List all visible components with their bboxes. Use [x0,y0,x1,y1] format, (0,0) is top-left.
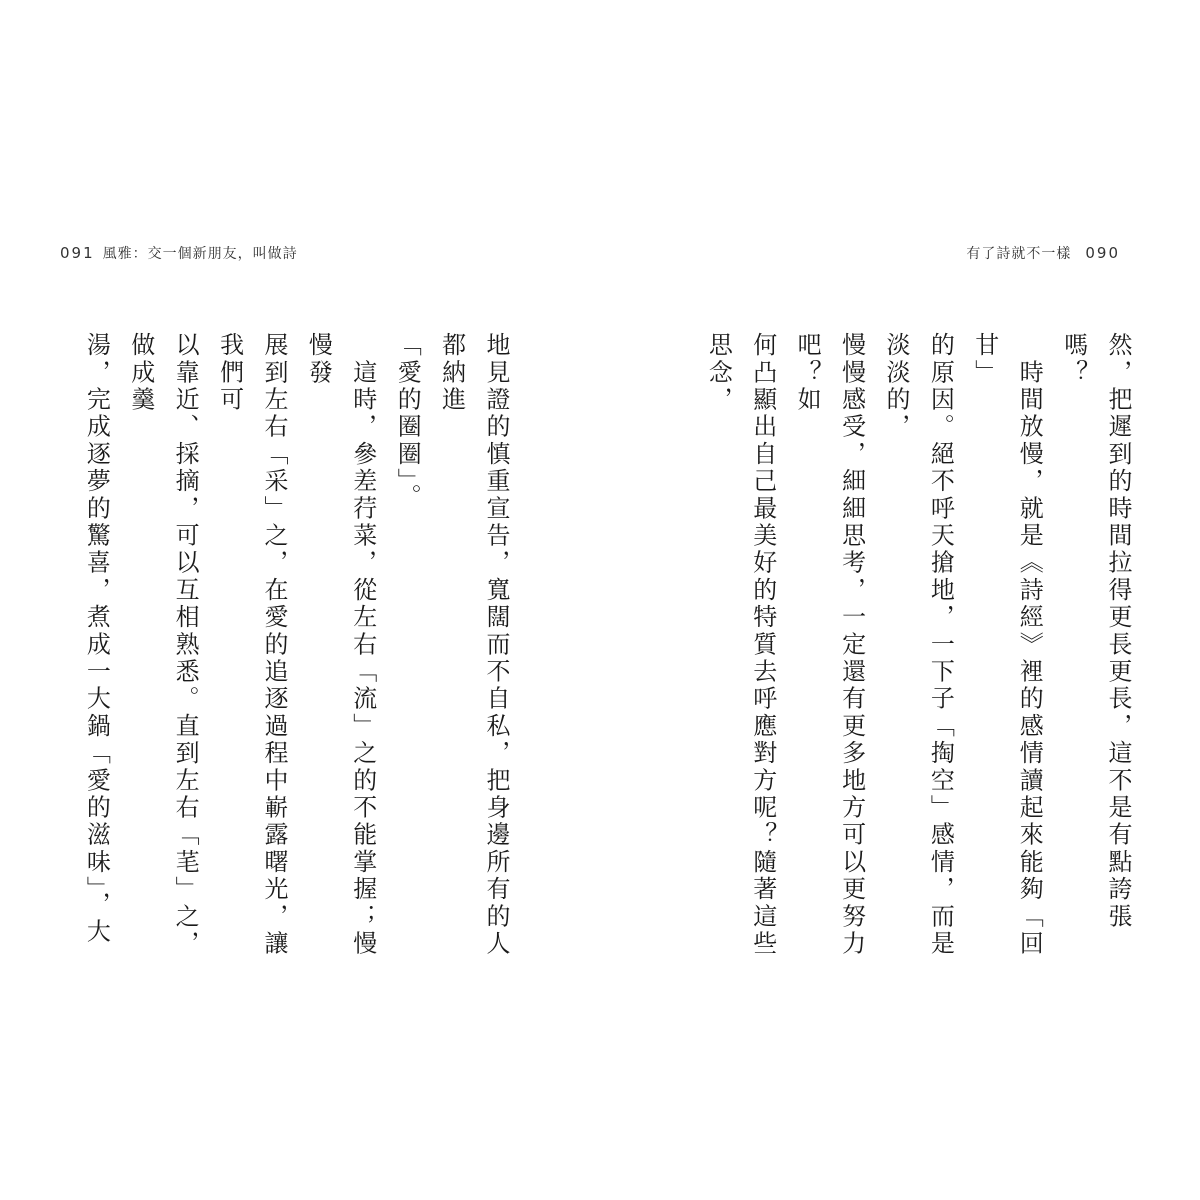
left-page-body [76,332,518,972]
paragraph: 然，把遲到的時間拉得更長更長，這不是有點誇張嗎？ [1059,332,1132,931]
left-page-header [60,243,306,263]
paragraph: 時間放慢，就是《詩經》裡的感情讀起來能夠「回甘」 的原因。絕不呼天搶地，一下子「掏空」感情，而是淡淡的， 慢慢感受，細細思考，一定還有更多地方可以更努力吧？如 何凸顯出自己最美好的特質去呼應對方呢？隨著這些思念， [704,332,1044,958]
running-head: 有了詩就不一樣 [966,246,1072,262]
paragraph: 這時，參差荇菜，從左右「流」之的不能掌握；慢慢發 展到左右「采」之，在愛的追逐過程中嶄露曙光，讓我們可 以靠近、採摘，可以互相熟悉。直到左右「芼」之，做成羹 湯，完成逐夢的驚喜，煮成一大鍋「愛的滋味」，大 [82,332,377,958]
paragraph: 地見證的慎重宣告，寬闊而不自私，把身邊所有的人都納進 「愛的圈圈」。 [393,332,510,958]
page-number: 091 [60,244,95,262]
right-page-header [958,243,1120,263]
running-head: 風雅：交一個新朋友，叫做詩 [102,246,298,262]
right-page-body [696,332,1140,972]
page-number: 090 [1085,244,1120,262]
